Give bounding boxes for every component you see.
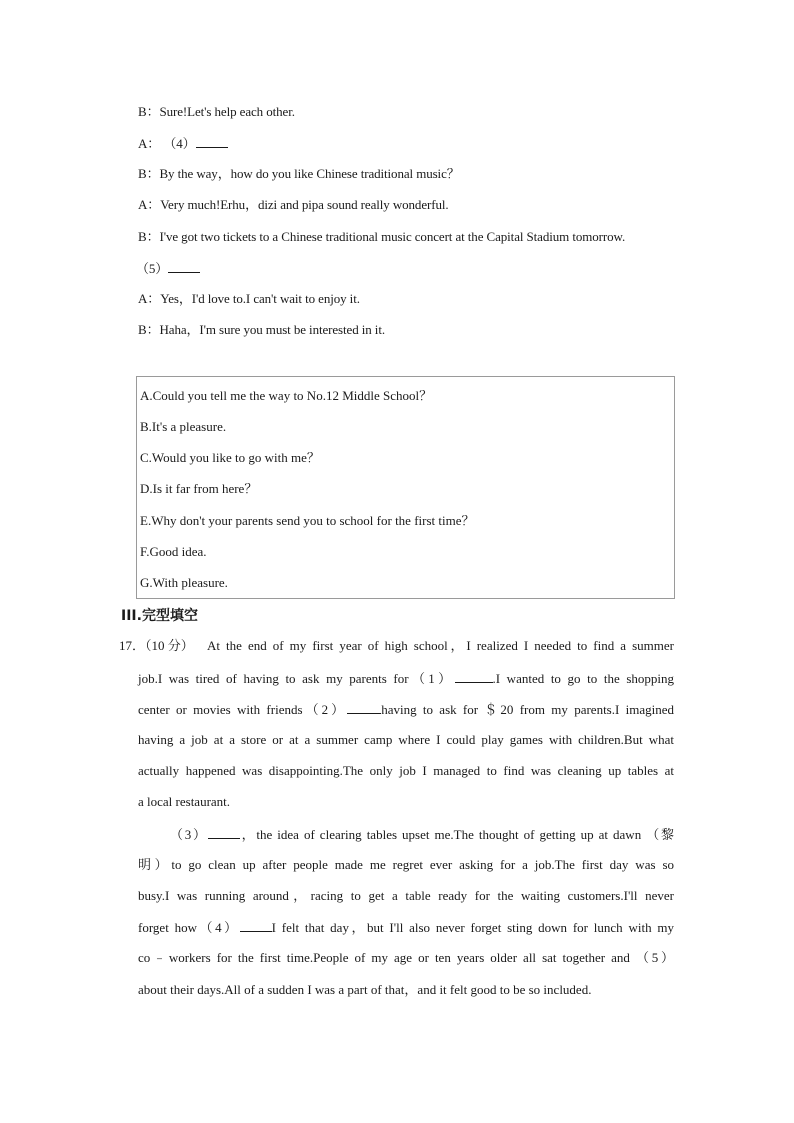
passage-text: job.I was tired of having to ask my parents for（1） bbox=[138, 671, 455, 686]
passage-line: busy.I was running around，racing to get a table ready for the waiting customers.I'll never bbox=[138, 888, 674, 903]
options-box bbox=[136, 376, 675, 599]
dialogue-line bbox=[138, 104, 295, 120]
passage-text: （3） bbox=[170, 827, 208, 842]
dialogue-line bbox=[138, 197, 449, 213]
dialogue-text: Sure!Let's help each other. bbox=[159, 104, 295, 119]
passage-text: center or movies with friends（2） bbox=[138, 702, 348, 717]
speaker-label: A： bbox=[138, 291, 161, 306]
option-b: B.It's a pleasure. bbox=[140, 419, 227, 434]
dialogue-line bbox=[138, 322, 385, 338]
question-number-text: 17． bbox=[119, 638, 146, 653]
passage-line: a local restaurant. bbox=[138, 794, 231, 809]
answer-blank-3[interactable] bbox=[208, 826, 240, 839]
speaker-label: B： bbox=[138, 104, 160, 119]
answer-blank-2[interactable] bbox=[347, 701, 381, 714]
passage-line: about their days.All of a sudden I was a part of that，and it felt good to be so included. bbox=[138, 982, 592, 997]
passage-line bbox=[138, 701, 674, 718]
speaker-label: B： bbox=[138, 229, 160, 244]
option-g: G.With pleasure. bbox=[140, 575, 228, 590]
dialogue-text: Very much!Erhu，dizi and pipa sound really wonderful. bbox=[160, 197, 449, 212]
answer-blank[interactable] bbox=[196, 135, 228, 148]
dialogue-line bbox=[138, 291, 360, 307]
option-c: C.Would you like to go with me？ bbox=[140, 450, 320, 465]
passage-text: ，the idea of clearing tables upset me.The thought of getting up at dawn （黎 bbox=[239, 827, 674, 842]
dialogue-line bbox=[136, 260, 200, 277]
option-e: E.Why don't your parents send you to school for the first time？ bbox=[140, 513, 475, 528]
speaker-label: B： bbox=[138, 322, 160, 337]
dialogue-text: I've got two tickets to a Chinese traditional music concert at the Capital Stadium tomorrow. bbox=[159, 229, 626, 244]
speaker-label: A： bbox=[138, 136, 161, 151]
passage-line: At the end of my first year of high school，I realized I needed to find a summer bbox=[207, 638, 674, 653]
question-number bbox=[119, 638, 194, 654]
answer-blank[interactable] bbox=[168, 260, 200, 273]
speaker-label: A： bbox=[138, 197, 161, 212]
passage-text: .I wanted to go to the shopping bbox=[492, 671, 674, 686]
passage-line: having a job at a store or at a summer camp where I could play games with children.But what bbox=[138, 732, 674, 747]
dialogue-line bbox=[138, 135, 228, 152]
dialogue-text: （5） bbox=[136, 261, 169, 276]
passage-text: forget how（4） bbox=[138, 920, 240, 935]
dialogue-text: Haha，I'm sure you must be interested in it. bbox=[159, 322, 385, 337]
dialogue-text: Yes，I'd love to.I can't wait to enjoy it. bbox=[160, 291, 360, 306]
dialogue-line bbox=[138, 166, 460, 182]
question-score: （10 分） bbox=[145, 638, 194, 653]
speaker-label: B： bbox=[138, 166, 160, 181]
dialogue-text: （4） bbox=[163, 136, 196, 151]
passage-line bbox=[138, 919, 674, 936]
option-a: A.Could you tell me the way to No.12 Middle School？ bbox=[140, 388, 433, 403]
passage-line: actually happened was disappointing.The only job I managed to find was cleaning up tables at bbox=[138, 763, 674, 778]
dialogue-text: By the way，how do you like Chinese traditional music？ bbox=[159, 166, 460, 181]
passage-line: co﹣workers for the first time.People of my age or ten years older all sat together and （5） bbox=[138, 950, 674, 965]
passage-line: 明）to go clean up after people made me regret ever asking for a job.The first day was so bbox=[138, 857, 674, 872]
answer-blank-4[interactable] bbox=[240, 919, 272, 932]
section-title: III.完型填空 bbox=[121, 608, 198, 624]
option-d: D.Is it far from here？ bbox=[140, 481, 258, 496]
passage-text: having to ask for ＄20 from my parents.I imagined bbox=[381, 702, 674, 717]
passage-line bbox=[138, 670, 674, 687]
passage-text: I felt that day，but I'll also never forget sting down for lunch with my bbox=[271, 920, 674, 935]
option-f: F.Good idea. bbox=[140, 544, 207, 559]
passage-line bbox=[170, 826, 674, 843]
dialogue-line bbox=[138, 229, 625, 245]
answer-blank-1[interactable] bbox=[455, 670, 493, 683]
